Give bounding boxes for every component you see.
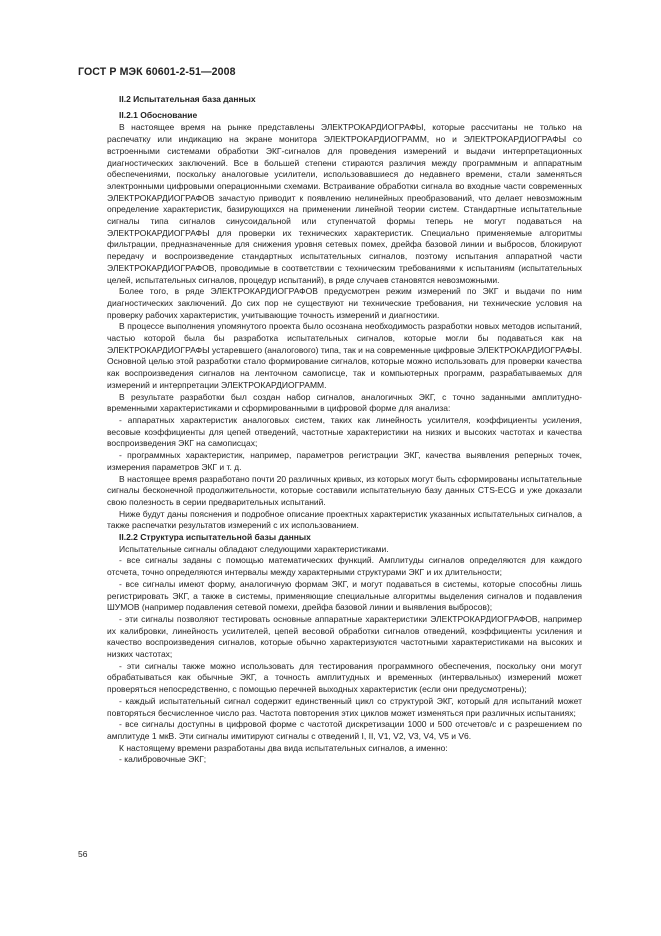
paragraph: В настоящее время на рынке представлены ЭЛЕКТРОКАРДИОГРАФЫ, которые рассчитаны не только на распечатку или индикацию на экране монитора ЭЛЕКТРОКАРДИОГРАММ, но и ЭЛЕКТРОКАРДИОГРАФЫ со встроенными системами обработки ЭКГ-сигналов для проведения измерений и выдачи интерпретационных диагностических заключений. Все в большей степени стираются различия между программным и аппаратным обеспечениями, поскольку аналоговые усилители, использовавшиеся до недавнего времени, стали заменяться электронными цифровыми операционными схемами. Встраивание обработки сигнала во входные части современных ЭЛЕКТРОКАРДИОГРАФОВ зачастую приводит к появлению нелинейных преобразований, что делает невозможным определение характеристик, базирующихся на применении линейной теории систем. Стандартные испытательные сигналы типа сигналов синусоидальной или ступенчатой формы теперь не могут подаваться на ЭЛЕКТРОКАРДИОГРАФЫ для проверки их технических характеристик. Специально применяемые алгоритмы фильтрации, предназначенные для снижения уровня сетевых помех, дрейфа базовой линии и выбросов, блокируют передачу и воспроизведение стандартных испытательных сигналов, поэтому испытания аппаратной части ЭЛЕКТРОКАРДИОГРАФОВ, проводимые в соответствии с техническим требованиями к испытаниям (испытательных целей, испытательных сигналов, процедур испытаний), в ряде случаев становятся невозможными.	[107, 122, 582, 285]
paragraph: В результате разработки был создан набор сигналов, аналогичных ЭКГ, с точно заданными амплитудно-временными характеристиками и сформированными в цифровой форме для анализа:	[107, 391, 582, 414]
paragraph: Более того, в ряде ЭЛЕКТРОКАРДИОГРАФОВ предусмотрен режим измерений по ЭКГ и выдачи по ним диагностических заключений. До сих пор не существуют ни технические требования, ни технические условия на проверку рабочих характеристик, учитывающие точность измерений и диагностики.	[107, 286, 582, 320]
subsection-title-1: II.2.1 Обоснование	[119, 109, 198, 120]
section-title: II.2 Испытательная база данных	[119, 94, 256, 104]
page-content	[107, 94, 582, 766]
paragraph: К настоящему времени разработаны два вида испытательных сигналов, а именно:	[119, 742, 448, 753]
list-item: - программных характеристик, например, параметров регистрации ЭКГ, качества выявления реперных точек, измерения параметров ЭКГ и т. д.	[107, 450, 582, 472]
list-item: - калибровочные ЭКГ;	[119, 754, 207, 765]
list-item: - аппаратных характеристик аналоговых систем, таких как линейность усилителя, коэффициенты усиления, весовые коэффициенты для цепей отведений, частотные характеристики на низких и высоких частотах и качества воспроизведения ЭКГ на самописцах;	[107, 414, 582, 449]
page-header: ГОСТ Р МЭК 60601-2-51—2008	[78, 66, 236, 78]
page-number: 56	[78, 849, 88, 859]
list-item: - все сигналы заданы с помощью математических функций. Амплитуды сигналов определяются для каждого отсчета, точно определяются интервалы между характерными структурами ЭКГ и их длительности;	[107, 555, 582, 578]
list-item: - все сигналы доступны в цифровой форме с частотой дискретизации 1000 и 500 отсчетов/с и с разрешением по амплитуде 1 мкВ. Эти сигналы имитируют сигналы с отведений I, II, V1, V2, V3, V4, V5 и V6.	[107, 719, 582, 741]
paragraph: Ниже будут даны пояснения и подробное описание проектных характеристик указанных испытательных сигналов, а также распечатки результатов измерений с их использованием.	[107, 508, 582, 531]
subsection-title-2: II.2.2 Структура испытательной базы данных	[119, 532, 311, 543]
paragraph: Испытательные сигналы обладают следующими характеристиками.	[119, 543, 389, 554]
list-item: - эти сигналы также можно использовать для тестирования программного обеспечения, поскольку они могут обрабатываться как обычные ЭКГ, а точность амплитудных и временных (интервальных) измерений может проверяться непосредственно, с помощью перечней выходных характеристик (если они предусмотрены);	[107, 660, 582, 695]
list-item: - эти сигналы позволяют тестировать основные аппаратные характеристики ЭЛЕКТРОКАРДИОГРАФОВ, например их калибровки, линейность усилителей, цепей весовой обработки сигналов отведений, коэффициенты усиления и качество воспроизведения сигналов, которые обычно характеризуются частотными характеристиками на высоких и низких частотах;	[107, 613, 582, 660]
list-item: - все сигналы имеют форму, аналогичную формам ЭКГ, и могут подаваться в системы, которые способны лишь регистрировать ЭКГ, а также в системы, применяющие специальные алгоритмы выделения сигналов и подавления ШУМОВ (например подавления сетевой помехи, дрейфа базовой линии и выявления выбросов);	[107, 578, 582, 613]
paragraph: В процессе выполнения упомянутого проекта было осознана необходимость разработки новых методов испытаний, частью которой была бы разработка испытательных сигналов, которые могли бы подаваться как на ЭЛЕКТРОКАРДИОГРАФЫ устаревшего (аналогового) типа, так и на современные цифровые ЭЛЕКТРОКАРДИОГРАФЫ. Основной целью этой разработки стало формирование сигналов, которые можно использовать для проверки качества как воспроизведения сигналов на ленточном самописце, так и компьютерных программ, разрабатываемых для измерений и интерпретации ЭЛЕКТРОКАРДИОГРАММ.	[107, 321, 582, 390]
paragraph: В настоящее время разработано почти 20 различных кривых, из которых могут быть сформированы испытательные сигналы бесконечной продолжительности, которые составили испытательную базу данных CTS-ECG и уже доказали свою полезность в серии предварительных испытаний.	[107, 473, 582, 507]
list-item: - каждый испытательный сигнал содержит единственный цикл со структурой ЭКГ, который для испытаний может повторяться бесчисленное число раз. Частота повторения этих циклов может изменяться при различных испытаниях;	[107, 695, 582, 718]
